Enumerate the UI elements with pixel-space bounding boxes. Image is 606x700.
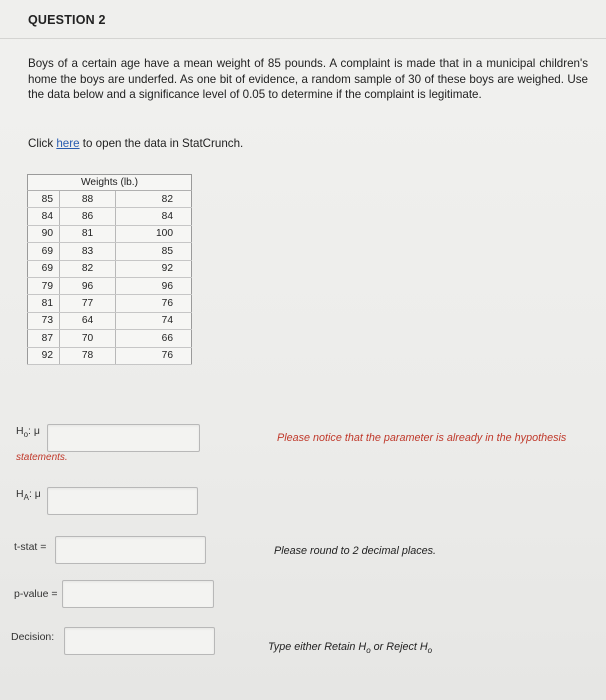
round-note: Please round to 2 decimal places.	[274, 545, 437, 557]
table-row	[28, 295, 192, 312]
table-row	[28, 208, 192, 225]
table-cell: 66	[116, 330, 192, 347]
table-cell: 81	[60, 225, 116, 242]
table-cell: 85	[116, 243, 192, 260]
table-cell: 76	[116, 295, 192, 312]
question-title: QUESTION 2	[28, 13, 106, 27]
question-text: Boys of a certain age have a mean weight of 85 pounds. A complaint is made that in a municipal children's home the boys are underfed. As one bit of evidence, a random sample of 30 of these boys are weighed. Use the data below and a significance level of 0.05 to determine if the complaint is legitimate.	[28, 57, 588, 101]
table-cell: 86	[60, 208, 116, 225]
click-suffix: to open the data in StatCrunch.	[79, 137, 244, 150]
table-cell: 96	[116, 277, 192, 294]
table-row	[28, 277, 192, 294]
decision-input[interactable]	[64, 627, 215, 655]
table-cell: 82	[60, 260, 116, 277]
weights-table	[27, 174, 192, 365]
table-cell: 77	[60, 295, 116, 312]
statcrunch-link[interactable]: here	[56, 137, 80, 150]
table-row	[28, 347, 192, 364]
h0-label: $H_o$: μ	[16, 425, 40, 440]
table-cell: 64	[60, 312, 116, 329]
table-row	[28, 312, 192, 329]
click-prefix: Click	[28, 137, 57, 150]
table-cell: 78	[60, 347, 116, 364]
table-cell: 84	[116, 208, 192, 225]
table-cell: 81	[28, 295, 60, 312]
table-cell: 70	[60, 330, 116, 347]
table-cell: 96	[60, 277, 116, 294]
table-cell: 92	[116, 260, 192, 277]
table-cell: 83	[60, 243, 116, 260]
table-cell: 79	[28, 277, 60, 294]
table-cell: 69	[28, 260, 60, 277]
tstat-label: t-stat =	[14, 541, 47, 553]
table-cell: 74	[116, 312, 192, 329]
table-cell: 73	[28, 312, 60, 329]
table-row	[28, 225, 192, 242]
table-cell: 88	[60, 191, 116, 208]
table-header: Weights (lb.)	[28, 175, 192, 191]
table-cell: 69	[28, 243, 60, 260]
table-cell: 92	[28, 347, 60, 364]
decision-note: Type either Retain $H_o$ or Reject $H_o$	[268, 641, 433, 656]
table-cell: 85	[28, 191, 60, 208]
table-row	[28, 330, 192, 347]
table-row	[28, 191, 192, 208]
pvalue-label: p-value =	[14, 588, 58, 600]
table-cell: 84	[28, 208, 60, 225]
table-cell: 100	[116, 225, 192, 242]
pvalue-input[interactable]	[62, 580, 214, 608]
table-cell: 76	[116, 347, 192, 364]
table-cell: 90	[28, 225, 60, 242]
parameter-note: Please notice that the parameter is already in the hypothesis	[277, 432, 567, 444]
tstat-input[interactable]	[55, 536, 206, 564]
statcrunch-line	[28, 137, 243, 150]
table-row	[28, 243, 192, 260]
decision-label: Decision:	[11, 631, 55, 643]
h0-input[interactable]	[47, 424, 200, 452]
table-row	[28, 260, 192, 277]
table-cell: 82	[116, 191, 192, 208]
table-cell: 87	[28, 330, 60, 347]
question-header	[0, 0, 606, 39]
statements-text: statements.	[16, 452, 68, 463]
ha-label: $H_A$: μ	[16, 488, 41, 503]
ha-input[interactable]	[47, 487, 198, 515]
